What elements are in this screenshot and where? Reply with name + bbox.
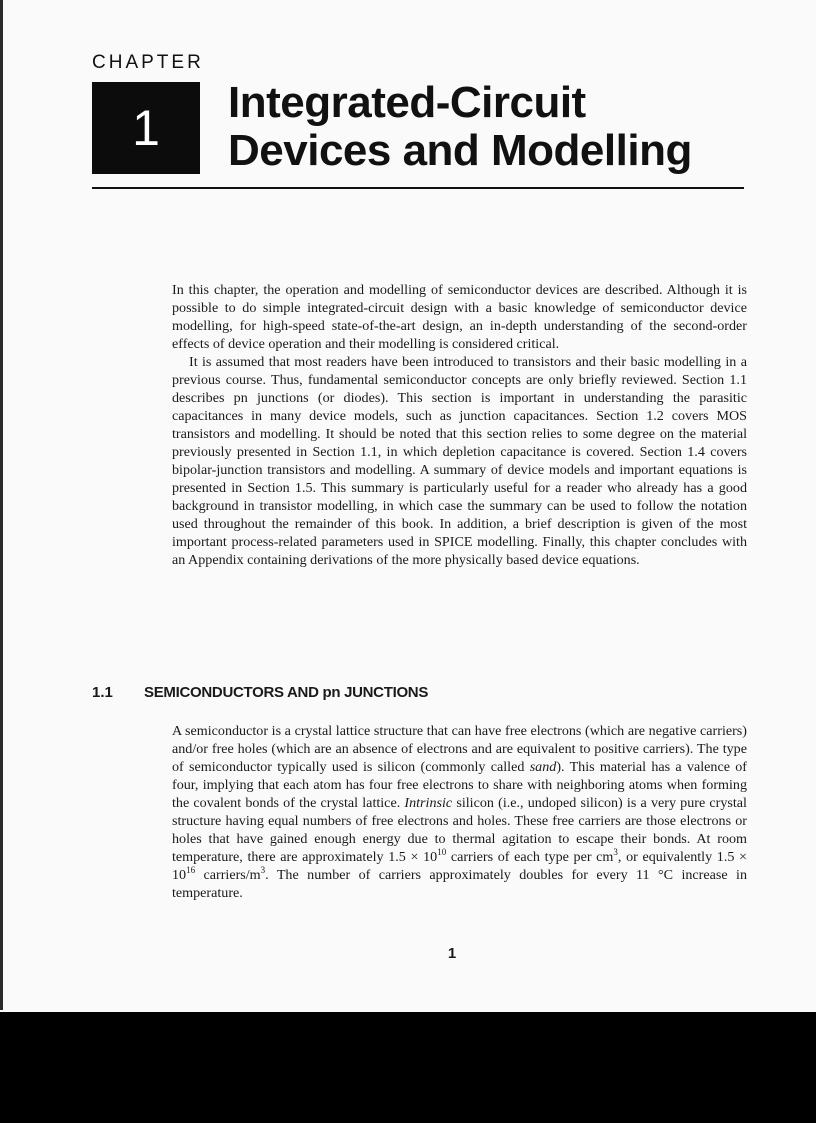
section-text-7: . The number of carriers approximately doubles for every 11 °C increase in temperature.	[172, 867, 747, 901]
superscript-cm3: 3	[613, 847, 618, 857]
chapter-title-line-1: Integrated-Circuit	[228, 78, 586, 127]
scan-bottom-band	[0, 1012, 816, 1123]
page-binding-edge	[0, 0, 3, 1010]
section-title: SEMICONDUCTORS AND pn JUNCTIONS	[144, 684, 429, 701]
section-text-6: carriers/m	[195, 867, 261, 883]
section-paragraph-1	[172, 722, 747, 902]
chapter-label: CHAPTER	[92, 52, 204, 73]
title-rule	[92, 187, 744, 189]
section-italic-sand: sand	[529, 759, 557, 775]
section-italic-intrinsic: Intrinsic	[404, 795, 453, 811]
page-number: 1	[447, 945, 457, 962]
superscript-m3: 3	[260, 865, 266, 875]
intro-paragraph-1: In this chapter, the operation and modelling of semiconductor devices are described. Although it is possible to do simple integrated-circuit design with a basic knowledge of semiconductor device modelling, for high-speed state-of-the-art design, an in-depth understanding of the second-order effects of device operation and their modelling is considered critical.	[172, 282, 747, 352]
superscript-16: 16	[186, 865, 196, 875]
chapter-number-box: 1	[92, 82, 200, 174]
section-text-4: carriers of each type per cm	[446, 849, 614, 865]
superscript-10: 10	[437, 847, 447, 857]
section-text-5: , or equivalently 1.5 × 10	[172, 849, 747, 883]
section-text-3: silicon (i.e., undoped silicon) is a very pure crystal structure having equal numbers of free electrons and holes. These free carriers are those electrons or holes that have gained enough energy due to thermal agitation to escape their bonds. At room temperature, there are approximately 1.5 × 10	[172, 795, 747, 865]
chapter-title	[228, 79, 748, 175]
chapter-title-line-2: Devices and Modelling	[228, 126, 692, 175]
intro-paragraph-2: It is assumed that most readers have been introduced to transistors and their basic modelling in a previous course. Thus, fundamental semiconductor concepts are only briefly reviewed. Section 1.1 describes pn junctions (or diodes). This section is important in understanding the parasitic capacitances in many device models, such as junction capacitances. Section 1.2 covers MOS transistors and modelling. It should be noted that this section relies to some degree on the material previously presented in Section 1.1, in which depletion capacitance is covered. Section 1.4 covers bipolar-junction transistors and modelling. A summary of device models and important equations is presented in Section 1.5. This summary is particularly useful for a reader who already has a good background in transistor modelling, in which case the summary can be used to follow the notation used throughout the remainder of this book. In addition, a brief description is given of the most important process-related parameters used in SPICE modelling. Finally, this chapter concludes with an Appendix containing derivations of the more physically based device equations.	[172, 354, 747, 568]
section-text-2: ). This material has a valence of four, implying that each atom has four free electrons to share with neighboring atoms when forming the covalent bonds of the crystal lattice.	[172, 759, 747, 811]
intro-text	[172, 281, 747, 569]
section-number: 1.1	[92, 684, 113, 701]
section-body	[172, 722, 747, 902]
section-text-1: A semiconductor is a crystal lattice structure that can have free electrons (which are negative carriers) and/or free holes (which are an absence of electrons and are equivalent to positive carriers). The type of semiconductor typically used is silicon (commonly called	[172, 723, 747, 775]
